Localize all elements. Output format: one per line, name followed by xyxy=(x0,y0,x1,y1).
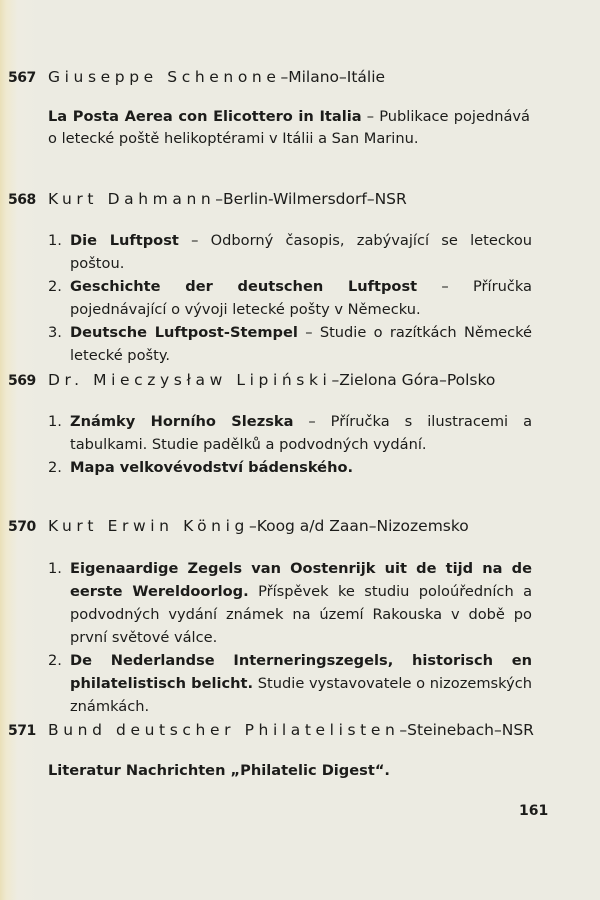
page-number: 161 xyxy=(519,803,549,819)
list-number: 1. xyxy=(48,560,62,577)
exhibitor-place: Steinebach xyxy=(407,721,494,739)
exhibitor-name: Kurt Dahmann xyxy=(48,190,216,208)
entry-heading xyxy=(8,371,495,393)
list-item xyxy=(48,649,532,718)
entry-number: 567 xyxy=(8,70,36,86)
exhibitor-country: Polsko xyxy=(446,371,496,389)
exhibitor-name: Kurt Erwin König xyxy=(48,517,249,535)
exhibit-title: Mapa velkovévodství bádenského. xyxy=(70,459,354,476)
exhibitor-country: NSR xyxy=(501,721,534,739)
separator: – xyxy=(339,68,347,86)
list-number: 2. xyxy=(48,459,62,476)
exhibitor-country: Nizozemsko xyxy=(376,517,469,535)
separator: – xyxy=(178,232,211,249)
separator: – xyxy=(297,324,320,341)
list-item xyxy=(48,456,532,479)
exhibit-title: La Posta Aerea con Elicottero in Italia xyxy=(48,108,362,125)
exhibit-text: Publikace pojednává o letecké poště helikoptérami v Itálii a San Marinu. xyxy=(48,108,530,147)
separator: – xyxy=(361,108,380,125)
exhibitor-name: Bund deutscher Philatelisten xyxy=(48,721,400,739)
list-item xyxy=(48,410,532,456)
exhibit-title: Geschichte der deutschen Luftpost xyxy=(70,278,418,295)
entry-heading xyxy=(8,68,385,90)
entry-number: 570 xyxy=(8,519,36,535)
exhibit-text: Příručka s ilustracemi a tabulkami. Studie padělků a podvodných vydání. xyxy=(70,413,533,453)
exhibit-text: Studie o razítkách Německé letecké pošty. xyxy=(70,324,532,364)
entry-heading xyxy=(8,721,534,743)
separator: – xyxy=(280,68,289,86)
entry-number: 569 xyxy=(8,373,36,389)
separator: – xyxy=(331,371,340,389)
separator: – xyxy=(417,278,473,295)
exhibit-list xyxy=(48,557,532,718)
exhibitor-place: Milano xyxy=(288,68,340,86)
list-number: 2. xyxy=(48,278,62,295)
exhibit-description xyxy=(48,760,530,782)
exhibitor-name: Dr. Mieczysław Lipiński xyxy=(48,371,332,389)
separator: – xyxy=(399,721,408,739)
list-item xyxy=(48,229,532,275)
exhibit-text: Příspěvek ke studiu poloúředních a podvodných vydání známek na území Rakouska v době po první světové válce. xyxy=(70,583,533,646)
exhibitor-place: Berlin-Wilmersdorf xyxy=(223,190,367,208)
entry-number: 571 xyxy=(8,723,36,739)
exhibit-title: Eigenaardige Zegels van Oostenrijk uit de tijd na de eerste Wereldoorlog. xyxy=(70,560,532,600)
separator: – xyxy=(439,371,447,389)
exhibit-description xyxy=(48,106,530,150)
separator: – xyxy=(293,413,331,430)
exhibitor-country: NSR xyxy=(374,190,407,208)
exhibit-title: Die Luftpost xyxy=(70,232,179,249)
list-item xyxy=(48,275,532,321)
exhibit-title: Deutsche Luftpost-Stempel xyxy=(70,324,298,341)
exhibit-title: Literatur Nachrichten „Philatelic Digest“. xyxy=(48,762,390,779)
exhibitor-place: Koog a/d Zaan xyxy=(256,517,369,535)
list-item xyxy=(48,321,532,367)
exhibitor-name: Giuseppe Schenone xyxy=(48,68,281,86)
separator: – xyxy=(215,190,224,208)
exhibit-text: Odborný časopis, zabývající se leteckou poštou. xyxy=(70,232,532,272)
separator: – xyxy=(248,517,257,535)
exhibitor-country: Itálie xyxy=(346,68,386,86)
exhibitor-place: Zielona Góra xyxy=(339,371,440,389)
separator: – xyxy=(493,721,502,739)
exhibit-title: De Nederlandse Interneringszegels, historisch en philatelistisch belicht. xyxy=(70,652,532,692)
entry-number: 568 xyxy=(8,192,36,208)
exhibit-list xyxy=(48,410,532,479)
exhibit-list xyxy=(48,229,532,367)
exhibit-text: Studie vystavovatele o nizozemských známkách. xyxy=(70,675,532,715)
list-item xyxy=(48,557,532,649)
exhibit-text: Příručka pojednávající o vývoji letecké pošty v Německu. xyxy=(70,278,532,318)
entry-heading xyxy=(8,190,407,212)
list-number: 1. xyxy=(48,232,62,249)
entry-heading xyxy=(8,517,469,539)
separator: – xyxy=(366,190,375,208)
list-number: 1. xyxy=(48,413,62,430)
list-number: 2. xyxy=(48,652,62,669)
exhibit-title: Známky Horního Slezska xyxy=(70,413,294,430)
list-number: 3. xyxy=(48,324,62,341)
separator: – xyxy=(368,517,377,535)
